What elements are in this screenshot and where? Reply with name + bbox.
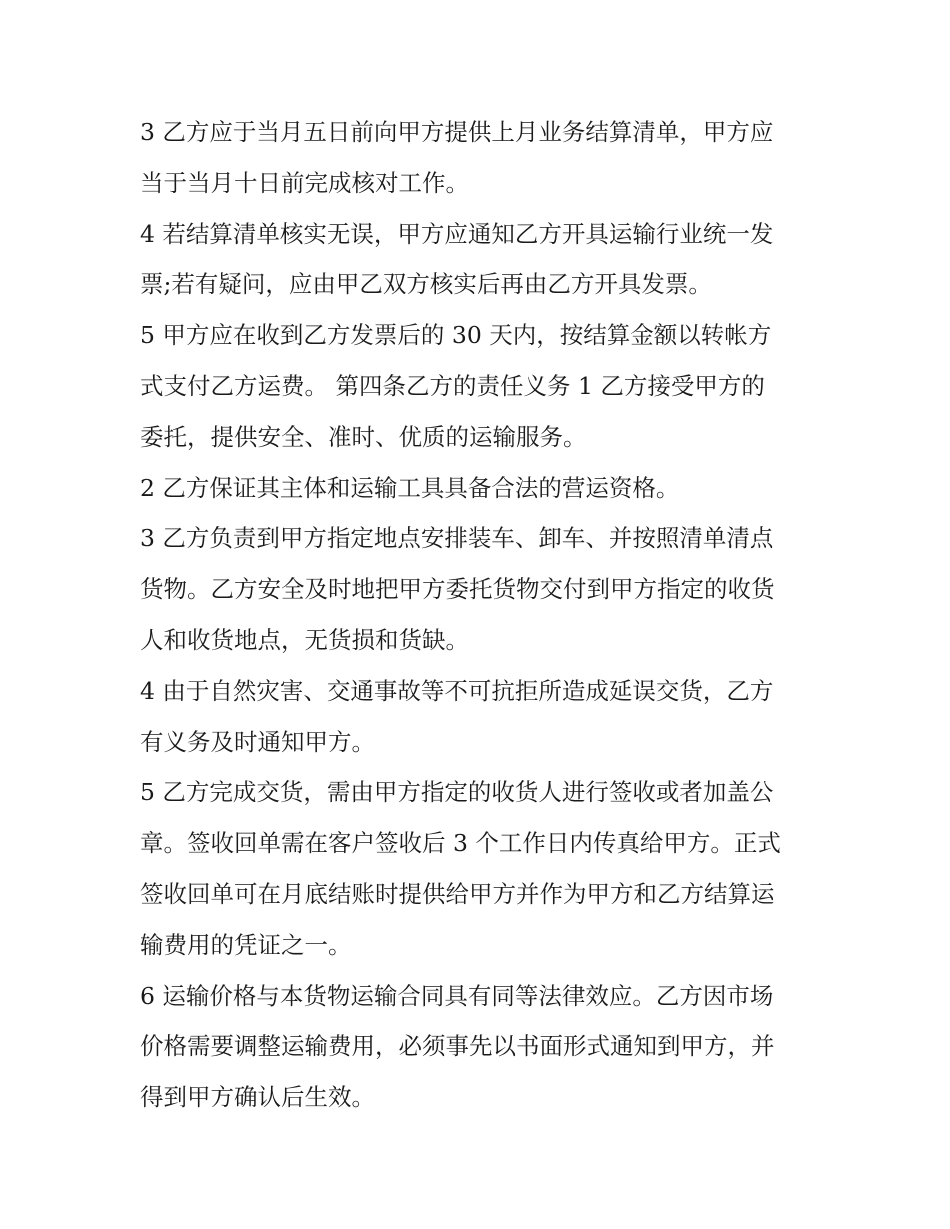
text-line: 3 乙方应于当月五日前向甲方提供上月业务结算清单，甲方应: [140, 118, 774, 146]
text-line: 4 由于自然灾害、交通事故等不可抗拒所造成延误交货，乙方: [140, 676, 774, 705]
text-line: 票;若有疑问，应由甲乙双方核实后再由乙方开具发票。: [140, 270, 712, 299]
text-line: 输费用的凭证之一。: [140, 930, 352, 959]
text-line: 人和收货地点，无货损和货缺。: [140, 625, 469, 654]
text-line: 2 乙方保证其主体和运输工具具备合法的营运资格。: [140, 473, 680, 502]
paragraph-settlement-list: [140, 107, 820, 209]
text-line: 3 乙方负责到甲方指定地点安排装车、卸车、并按照清单清点: [140, 524, 774, 553]
text-line: 签收回单可在月底结账时提供给甲方并作为甲方和乙方结算运: [140, 879, 775, 908]
paragraph-force-majeure: [140, 666, 820, 768]
text-line: 当于当月十日前完成核对工作。: [140, 168, 469, 197]
text-line: 章。签收回单需在客户签收后 3 个工作日内传真给甲方。正式: [140, 829, 781, 858]
text-line: 5 甲方应在收到乙方发票后的 30 天内，按结算金额以转帐方: [140, 321, 772, 350]
paragraph-payment: [140, 310, 820, 462]
text-line: 有义务及时通知甲方。: [140, 727, 375, 756]
text-line: 委托，提供安全、准时、优质的运输服务。: [140, 422, 587, 451]
paragraph-delivery-receipt: [140, 767, 820, 970]
text-line: 货物。乙方安全及时地把甲方委托货物交付到甲方指定的收货: [140, 575, 775, 604]
paragraph-pricing: [140, 971, 820, 1123]
text-line: 价格需要调整运输费用，必须事先以书面形式通知到甲方，并: [140, 1032, 775, 1061]
text-line: 得到甲方确认后生效。: [140, 1083, 375, 1112]
text-line: 5 乙方完成交货，需由甲方指定的收货人进行签收或者加盖公: [140, 778, 774, 807]
paragraph-loading: [140, 513, 820, 665]
paragraph-qualification: [140, 463, 820, 514]
text-line: 6 运输价格与本货物运输合同具有同等法律效应。乙方因市场: [140, 981, 774, 1010]
text-line: 4 若结算清单核实无误，甲方应通知乙方开具运输行业统一发: [140, 219, 774, 248]
text-line: 式支付乙方运费。 第四条乙方的责任义务 1 乙方接受甲方的: [140, 371, 765, 400]
paragraph-invoice-issue: [140, 209, 820, 311]
document-body: [140, 107, 820, 1123]
